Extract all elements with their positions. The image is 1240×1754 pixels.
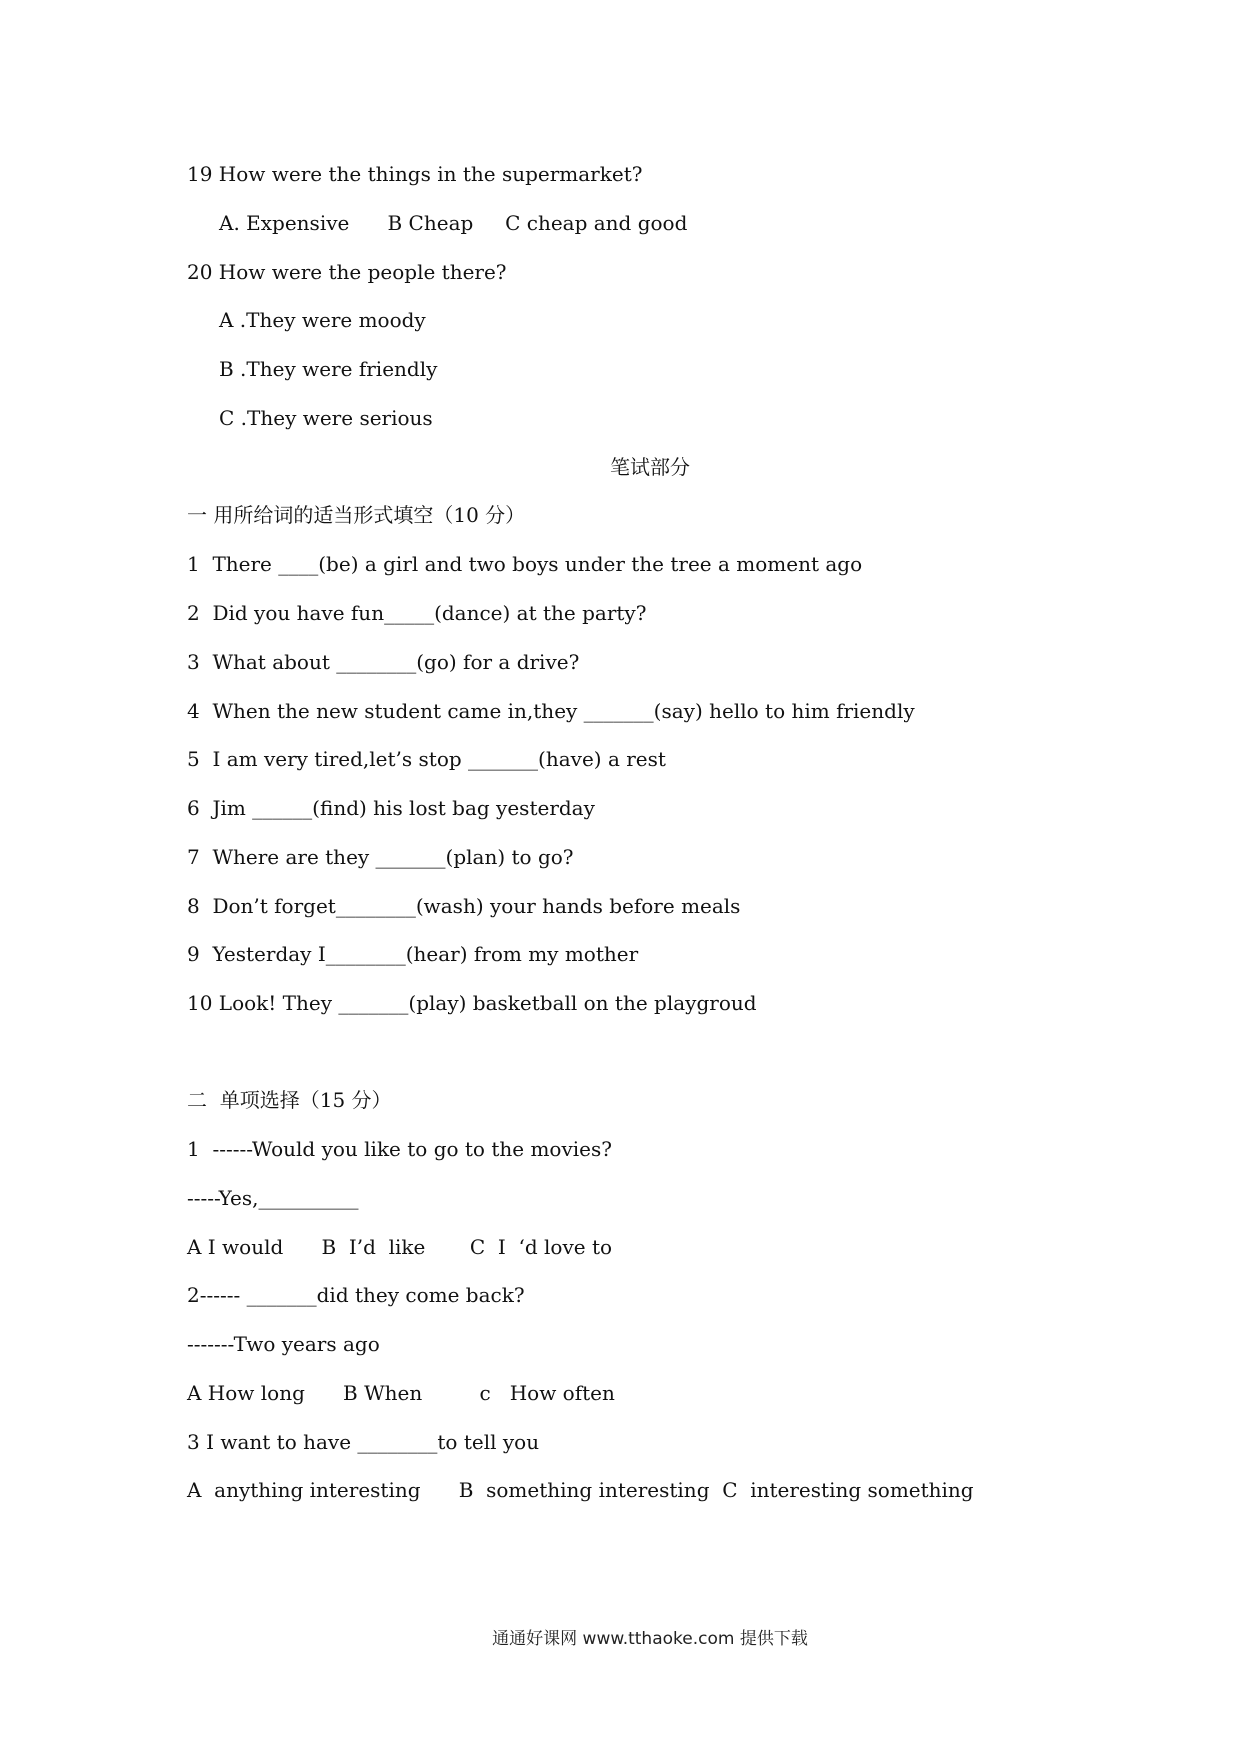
section-1-item: 5 I am very tired,let’s stop _______(have) a rest: [187, 747, 666, 771]
section-2-line: -------Two years ago: [187, 1332, 380, 1356]
footer-credit: 通通好课网 www.tthaoke.com 提供下载: [492, 1629, 808, 1649]
section-1-item: 8 Don’t forget________(wash) your hands before meals: [187, 894, 741, 918]
question-20-option-b: B .They were friendly: [219, 357, 438, 381]
question-19-options: A. Expensive B Cheap C cheap and good: [219, 211, 688, 235]
section-1-item: 6 Jim ______(find) his lost bag yesterday: [187, 796, 595, 820]
section-2-line: 1 ------Would you like to go to the movies?: [187, 1137, 612, 1161]
section-1-title: 一 用所给词的适当形式填空（10 分）: [187, 503, 526, 527]
section-1-item: 3 What about ________(go) for a drive?: [187, 650, 580, 674]
section-2-line: 3 I want to have ________to tell you: [187, 1430, 540, 1454]
written-section-title: 笔试部分: [610, 455, 690, 479]
section-2-title: 二 单项选择（15 分）: [187, 1088, 392, 1112]
section-1-item: 1 There ____(be) a girl and two boys under the tree a moment ago: [187, 552, 863, 576]
question-20-option-c: C .They were serious: [219, 406, 433, 430]
question-20: 20 How were the people there?: [187, 260, 507, 284]
section-2-line: 2------ _______did they come back?: [187, 1283, 525, 1307]
section-1-item: 2 Did you have fun_____(dance) at the party?: [187, 601, 647, 625]
section-1-item: 10 Look! They _______(play) basketball on the playgroud: [187, 991, 757, 1015]
section-1-item: 4 When the new student came in,they _______(say) hello to him friendly: [187, 699, 915, 723]
question-19: 19 How were the things in the supermarket?: [187, 162, 643, 186]
section-2-line: A anything interesting B something interesting C interesting something: [187, 1478, 974, 1502]
section-2-line: A I would B I’d like C I ‘d love to: [187, 1235, 613, 1259]
section-2-line: A How long B When c How often: [187, 1381, 615, 1405]
question-20-option-a: A .They were moody: [219, 308, 426, 332]
section-2-line: -----Yes,__________: [187, 1186, 359, 1210]
section-1-item: 7 Where are they _______(plan) to go?: [187, 845, 574, 869]
section-1-item: 9 Yesterday I________(hear) from my mother: [187, 942, 639, 966]
